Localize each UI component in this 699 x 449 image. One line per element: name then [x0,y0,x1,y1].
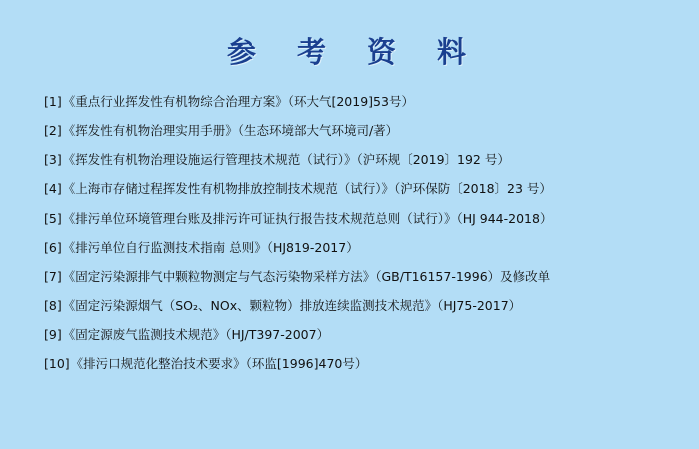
reference-text: 《挥发性有机物治理设施运行管理技术规范（试行）》（沪环规〔2019〕192 号） [62,152,510,168]
reference-number: [4] [44,181,62,197]
reference-number: [2] [44,123,62,139]
list-item [44,239,661,257]
reference-number: [10] [44,356,70,372]
reference-text: 《固定污染源排气中颗粒物测定与气态污染物采样方法》（GB/T16157-1996）及修改单 [62,268,551,284]
reference-number: [9] [44,327,62,342]
list-item [44,122,661,140]
list-item [44,355,661,373]
reference-list [30,93,669,373]
reference-number: [8] [44,297,62,313]
reference-text: 《固定源废气监测技术规范》（HJ/T397-2007） [62,327,330,342]
list-item [44,93,661,111]
reference-number: [5] [44,210,62,226]
reference-number: [3] [44,152,62,168]
reference-number: [7] [44,268,62,284]
list-item [44,268,661,286]
reference-text: 《排污口规范化整治技术要求》（环监[1996]470号） [70,356,368,372]
reference-text: 《重点行业挥发性有机物综合治理方案》（环大气[2019]53号） [62,94,414,109]
reference-number: [1] [44,94,62,109]
reference-text: 《上海市存储过程挥发性有机物排放控制技术规范（试行）》（沪环保防〔2018〕23 号） [62,181,552,197]
reference-text: 《固定污染源烟气（SO₂、NOx、颗粒物）排放连续监测技术规范》（HJ75-2017） [62,297,522,313]
reference-text: 《排污单位环境管理台账及排污许可证执行报告技术规范总则（试行）》（HJ 944-2018） [62,210,553,226]
list-item [44,180,661,198]
reference-number: [6] [44,239,62,255]
list-item [44,297,661,315]
list-item [44,210,661,228]
page-title: 参 考 资 料 [226,35,472,69]
list-item [44,151,661,169]
list-item [44,326,661,344]
reference-text: 《排污单位自行监测技术指南 总则》（HJ819-2017） [62,239,359,255]
reference-text: 《挥发性有机物治理实用手册》（生态环境部大气环境司/著） [62,123,399,139]
